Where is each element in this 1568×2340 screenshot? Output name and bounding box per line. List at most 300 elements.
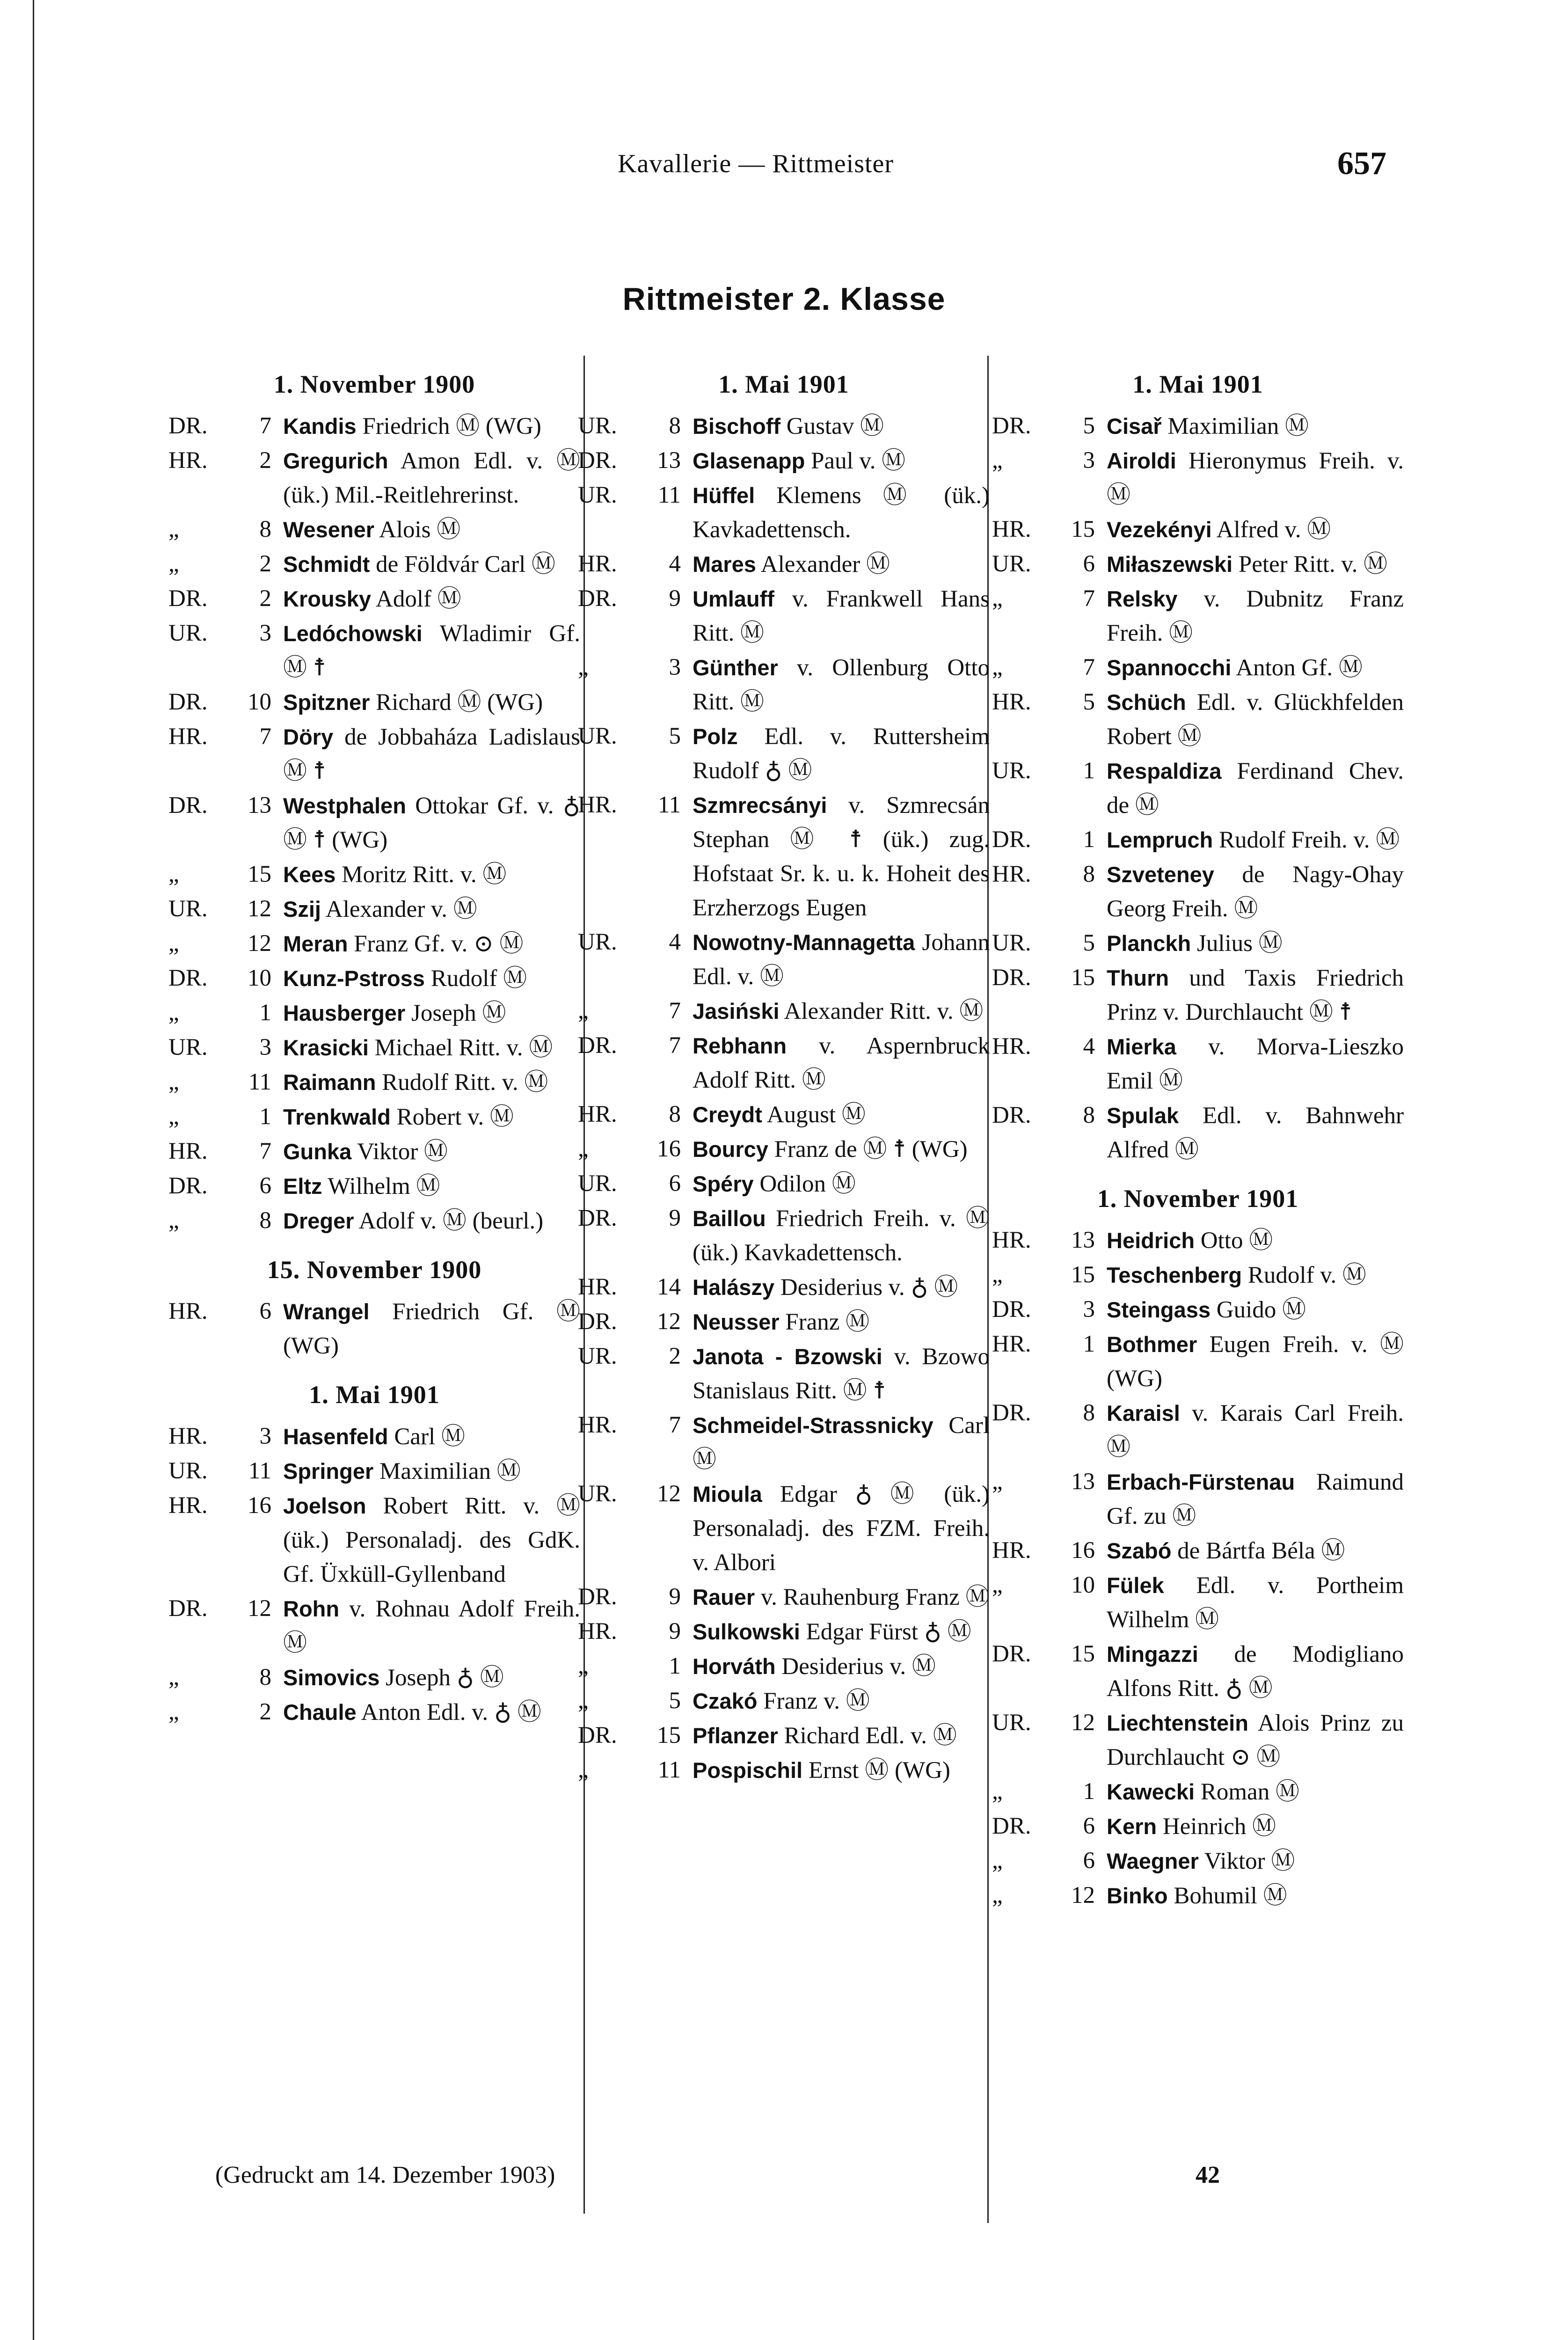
officer-details: v. Frankwell Hans Ritt. Ⓜ: [693, 586, 990, 646]
officer-details: Heinrich Ⓜ: [1157, 1814, 1276, 1840]
officer-surname: Janota - Bzowski: [693, 1344, 882, 1369]
officer-text: [693, 1477, 990, 1580]
officer-entry: [168, 1592, 580, 1660]
officer-entry: [578, 1649, 990, 1684]
regiment-type: DR.: [992, 1102, 1031, 1128]
regiment-type: UR.: [168, 620, 208, 646]
officer-entry: [578, 1201, 990, 1270]
officer-surname: Kunz-Pstross: [283, 966, 425, 991]
officer-surname: Szveteney: [1107, 862, 1214, 887]
regiment-type: DR.: [168, 1595, 208, 1622]
officer-entry: [578, 1339, 990, 1408]
officer-text: [1107, 409, 1404, 444]
regiment-type: HR.: [992, 1227, 1031, 1253]
officer-surname: Rohn: [283, 1596, 340, 1621]
officer-surname: Hasenfeld: [283, 1424, 388, 1449]
officer-entry: [992, 582, 1404, 651]
regiment-type: UR.: [992, 551, 1031, 577]
regiment-number: 5: [1083, 413, 1095, 439]
officer-text: [283, 1134, 580, 1169]
officer-surname: Schmidt: [283, 552, 370, 577]
regiment-number: 1: [259, 1000, 271, 1026]
officer-details: Adolf v. Ⓜ (beurl.): [354, 1208, 544, 1234]
regiment-type: „: [578, 1688, 589, 1714]
officer-surname: Planckh: [1107, 931, 1191, 956]
officer-entry: [992, 444, 1404, 512]
regiment-type: DR.: [992, 1641, 1031, 1667]
officer-details: de Nagy-Ohay Georg Freih. Ⓜ: [1107, 862, 1404, 922]
officer-text: [283, 927, 580, 961]
officer-surname: Rauer: [693, 1585, 755, 1609]
regiment-number: 7: [259, 1138, 271, 1164]
regiment-type: DR.: [578, 1309, 617, 1335]
column-2: [578, 360, 990, 1788]
officer-details: und Taxis Friedrich Prinz v. Durchlaucht Ⓜ ☨: [1107, 965, 1404, 1025]
regiment-number: 1: [1083, 758, 1095, 784]
regiment-number: 15: [1071, 1641, 1095, 1667]
regiment-type: HR.: [168, 1423, 208, 1449]
page-number: 657: [1337, 146, 1386, 182]
officer-entry: [992, 1775, 1404, 1809]
officer-details: Rudolf Ⓜ: [424, 965, 527, 992]
officer-details: Franz de Ⓜ ☨ (WG): [768, 1136, 968, 1163]
date-heading: 1. November 1901: [1097, 1185, 1299, 1213]
officer-surname: Glasenapp: [693, 448, 805, 473]
print-note: (Gedruckt am 14. Dezember 1903): [215, 2162, 555, 2188]
regiment-number: 3: [1083, 447, 1095, 474]
officer-details: v. Bzowo Stanislaus Ritt. Ⓜ ☨: [693, 1344, 990, 1404]
regiment-type: UR.: [168, 1458, 208, 1484]
regiment-number: 8: [669, 1101, 681, 1127]
officer-entry: [578, 1718, 990, 1753]
officer-text: [1107, 1098, 1404, 1167]
regiment-type: HR.: [168, 1138, 208, 1164]
regiment-type: HR.: [578, 551, 617, 577]
officer-details: Gustav Ⓜ: [780, 413, 884, 439]
officer-details: Edl. v. Glückhfelden Robert Ⓜ: [1107, 689, 1404, 750]
officer-entry: [578, 1615, 990, 1649]
regiment-number: 5: [669, 723, 681, 749]
regiment-number: 15: [1071, 1262, 1095, 1288]
regiment-type: UR.: [578, 482, 617, 508]
officer-surname: Schüch: [1107, 690, 1186, 715]
regiment-type: DR.: [168, 792, 208, 819]
regiment-type: „: [168, 1000, 179, 1026]
officer-surname: Westphalen: [283, 793, 406, 818]
regiment-number: 8: [259, 1664, 271, 1690]
officer-surname: Gregurich: [283, 448, 388, 473]
officer-entry: [168, 1695, 580, 1730]
regiment-number: 12: [657, 1481, 681, 1507]
officer-text: [1107, 444, 1404, 512]
officer-text: [693, 547, 990, 582]
regiment-number: 10: [1071, 1572, 1095, 1598]
officer-details: Ernst Ⓜ (WG): [802, 1757, 950, 1784]
officer-entry: [578, 788, 990, 925]
officer-text: [1107, 857, 1404, 926]
regiment-number: 5: [1083, 930, 1095, 956]
officer-text: [283, 892, 580, 927]
officer-text: [283, 1660, 580, 1695]
regiment-type: DR.: [168, 965, 208, 991]
officer-text: [693, 1029, 990, 1097]
officer-entry: [992, 1879, 1404, 1913]
officer-details: Rudolf Freih. v. Ⓜ: [1213, 827, 1400, 853]
regiment-number: 8: [1083, 861, 1095, 887]
officer-entry: [992, 1223, 1404, 1258]
officer-surname: Schmeidel-Strassnicky: [693, 1413, 934, 1438]
officer-surname: Heidrich: [1107, 1228, 1195, 1253]
officer-text: [283, 685, 580, 720]
officer-text: [283, 720, 580, 789]
regiment-type: HR.: [168, 1492, 208, 1519]
officer-details: Odilon Ⓜ: [753, 1171, 856, 1197]
regiment-number: 1: [1083, 1331, 1095, 1357]
officer-text: [1107, 1637, 1404, 1706]
officer-entry: [168, 444, 580, 512]
regiment-number: 2: [259, 585, 271, 612]
date-heading: 1. Mai 1901: [718, 370, 849, 398]
officer-surname: Krasicki: [283, 1035, 369, 1060]
regiment-type: HR.: [992, 1537, 1031, 1564]
section-title: Rittmeister 2. Klasse: [622, 281, 946, 317]
officer-entry: [168, 1294, 580, 1363]
officer-text: [1107, 1775, 1404, 1809]
officer-text: [1107, 1809, 1404, 1844]
officer-details: Raimund Gf. zu Ⓜ: [1107, 1469, 1404, 1529]
officer-surname: Cisař: [1107, 414, 1162, 439]
officer-text: [1107, 823, 1404, 857]
officer-text: [693, 925, 990, 994]
regiment-type: HR.: [168, 447, 208, 474]
officer-details: Roman Ⓜ: [1195, 1779, 1299, 1805]
regiment-type: „: [992, 1882, 1003, 1909]
regiment-number: 9: [669, 1584, 681, 1610]
officer-text: [283, 857, 580, 892]
officer-entry: [168, 1100, 580, 1134]
officer-surname: Eltz: [283, 1174, 322, 1199]
officer-entry: [168, 720, 580, 789]
regiment-type: „: [578, 1136, 589, 1162]
officer-entry: [992, 1844, 1404, 1879]
column-1: [168, 360, 580, 1730]
officer-details: Friedrich Gf. Ⓜ (WG): [283, 1299, 580, 1359]
regiment-type: DR.: [578, 1205, 617, 1231]
officer-entry: [992, 651, 1404, 685]
officer-details: v. Morva-Lieszko Emil Ⓜ: [1107, 1034, 1404, 1094]
officer-details: Edl. v. Portheim Wilhelm Ⓜ: [1107, 1572, 1404, 1633]
officer-details: v. Szmrecsán Stephan Ⓜ ☨ (ük.) zug. Hofstaat Sr. k. u. k. Hoheit des Erzherzogs Eugen: [693, 792, 990, 921]
officer-text: [283, 1695, 580, 1730]
regiment-number: 16: [1071, 1537, 1095, 1564]
regiment-type: UR.: [578, 929, 617, 955]
regiment-type: DR.: [992, 1400, 1031, 1426]
regiment-number: 6: [1083, 1813, 1095, 1839]
regiment-type: „: [168, 1069, 179, 1095]
regiment-type: „: [992, 1572, 1003, 1598]
officer-details: Carl Ⓜ: [388, 1424, 465, 1450]
officer-surname: Szabó: [1107, 1538, 1172, 1563]
officer-details: Anton Gf. Ⓜ: [1231, 655, 1363, 681]
officer-text: [283, 996, 580, 1031]
regiment-number: 11: [657, 792, 681, 818]
regiment-number: 6: [1083, 551, 1095, 577]
officer-surname: Szmrecsányi: [693, 793, 827, 818]
regiment-type: UR.: [578, 413, 617, 439]
regiment-number: 9: [669, 585, 681, 612]
officer-surname: Kawecki: [1107, 1779, 1195, 1804]
officer-details: Hieronymus Freih. v. Ⓜ: [1107, 448, 1404, 508]
officer-entry: [578, 719, 990, 788]
officer-text: [693, 1684, 990, 1718]
officer-entry: [992, 512, 1404, 547]
regiment-number: 3: [259, 1423, 271, 1449]
officer-surname: Kern: [1107, 1814, 1157, 1839]
officer-text: [1107, 685, 1404, 754]
officer-text: [693, 444, 990, 478]
officer-text: [1107, 1030, 1404, 1098]
officer-details: Johann Edl. v. Ⓜ: [693, 929, 990, 990]
officer-text: [283, 961, 580, 996]
officer-text: [283, 1169, 580, 1204]
officer-surname: Trenkwald: [283, 1104, 391, 1129]
officer-entry: [168, 1489, 580, 1592]
regiment-number: 2: [259, 1699, 271, 1725]
officer-text: [693, 994, 990, 1029]
officer-surname: Vezekényi: [1107, 517, 1212, 542]
officer-details: Carl Ⓜ: [693, 1412, 990, 1473]
officer-text: [693, 1305, 990, 1339]
officer-entry: [578, 1684, 990, 1718]
officer-text: [1107, 1396, 1404, 1465]
regiment-number: 1: [669, 1653, 681, 1679]
regiment-number: 3: [1083, 1296, 1095, 1323]
officer-text: [1107, 1258, 1404, 1293]
officer-surname: Horváth: [693, 1654, 776, 1679]
officer-surname: Bourcy: [693, 1137, 768, 1162]
officer-text: [283, 1100, 580, 1134]
regiment-type: „: [992, 1469, 1003, 1495]
officer-entry: [168, 547, 580, 582]
regiment-number: 7: [259, 413, 271, 439]
regiment-type: „: [992, 1262, 1003, 1288]
regiment-type: HR.: [992, 861, 1031, 887]
officer-entry: [992, 1637, 1404, 1706]
officer-entry: [578, 1167, 990, 1201]
regiment-type: „: [168, 551, 179, 577]
regiment-type: „: [168, 930, 179, 957]
officer-entry: [992, 1293, 1404, 1327]
regiment-type: DR.: [168, 689, 208, 715]
regiment-type: UR.: [168, 1034, 208, 1060]
officer-text: [1107, 547, 1404, 582]
officer-details: Eugen Freih. v. Ⓜ (WG): [1107, 1331, 1404, 1392]
officer-surname: Umlauff: [693, 586, 774, 611]
regiment-type: DR.: [168, 1173, 208, 1199]
officer-entry: [992, 857, 1404, 926]
regiment-number: 16: [657, 1136, 681, 1162]
regiment-number: 11: [248, 1458, 271, 1484]
officer-details: Julius Ⓜ: [1191, 930, 1283, 957]
officer-text: [1107, 582, 1404, 651]
officer-entry: [168, 1204, 580, 1238]
officer-details: Franz v. Ⓜ: [757, 1688, 870, 1714]
officer-entry: [578, 1305, 990, 1339]
officer-surname: Karaisl: [1107, 1401, 1180, 1426]
officer-text: [283, 1065, 580, 1100]
officer-surname: Wesener: [283, 517, 375, 542]
officer-details: Maximilian Ⓜ: [1161, 413, 1309, 439]
officer-entry: [578, 582, 990, 651]
regiment-type: DR.: [992, 1296, 1031, 1323]
officer-surname: Hausberger: [283, 1001, 406, 1025]
officer-text: [1107, 926, 1404, 961]
officer-surname: Spulak: [1107, 1103, 1179, 1128]
officer-text: [693, 1753, 990, 1788]
officer-entry: [578, 444, 990, 478]
officer-details: Ferdinand Chev. de Ⓜ: [1107, 758, 1404, 819]
regiment-type: „: [992, 654, 1003, 680]
regiment-type: „: [168, 861, 179, 887]
officer-details: August Ⓜ: [762, 1102, 866, 1128]
officer-entry: [168, 789, 580, 857]
officer-entry: [578, 994, 990, 1029]
officer-text: [1107, 1568, 1404, 1637]
officer-surname: Meran: [283, 931, 348, 956]
officer-surname: Mioula: [693, 1482, 762, 1506]
date-heading: 1. November 1900: [273, 370, 475, 398]
officer-entry: [168, 996, 580, 1031]
date-heading: 1. Mai 1901: [309, 1381, 440, 1409]
regiment-type: DR.: [578, 1584, 617, 1610]
officer-text: [1107, 961, 1404, 1030]
officer-entry: [992, 1098, 1404, 1167]
regiment-type: UR.: [578, 1343, 617, 1369]
officer-entry: [578, 1132, 990, 1167]
regiment-type: „: [992, 1848, 1003, 1874]
officer-entry: [578, 1753, 990, 1788]
officer-entry: [168, 1454, 580, 1489]
regiment-type: DR.: [578, 1722, 617, 1748]
regiment-type: DR.: [168, 585, 208, 612]
officer-details: Wladimir Gf. Ⓜ ☨: [283, 621, 580, 681]
officer-entry: [168, 582, 580, 616]
officer-entry: [992, 1030, 1404, 1098]
officer-surname: Raimann: [283, 1070, 376, 1095]
officer-entry: [992, 1706, 1404, 1775]
officer-surname: Wrangel: [283, 1299, 370, 1324]
officer-text: [693, 788, 990, 925]
regiment-number: 3: [259, 620, 271, 646]
officer-details: Edgar Fürst ♁ Ⓜ: [800, 1619, 971, 1645]
regiment-number: 1: [1083, 1778, 1095, 1805]
officer-details: Adolf Ⓜ: [371, 586, 461, 612]
officer-entry: [578, 1097, 990, 1132]
regiment-number: 8: [259, 1207, 271, 1234]
officer-text: [693, 409, 990, 444]
officer-details: Alfred v. Ⓜ: [1211, 517, 1331, 543]
regiment-number: 5: [1083, 689, 1095, 715]
officer-surname: Liechtenstein: [1107, 1711, 1248, 1735]
officer-text: [693, 1097, 990, 1132]
officer-text: [1107, 1293, 1404, 1327]
officer-surname: Chaule: [283, 1700, 357, 1725]
regiment-type: „: [578, 1653, 589, 1679]
officer-entry: [578, 547, 990, 582]
officer-entry: [168, 409, 580, 444]
officer-text: [693, 582, 990, 651]
regiment-type: „: [578, 1757, 589, 1783]
officer-entry: [992, 1327, 1404, 1396]
officer-surname: Miłaszewski: [1107, 552, 1233, 577]
officer-details: v. Rauhenburg Franz Ⓜ: [755, 1584, 990, 1610]
regiment-number: 12: [248, 896, 271, 922]
officer-entry: [578, 1580, 990, 1615]
officer-details: Anton Edl. v. ♁ Ⓜ: [356, 1699, 541, 1726]
regiment-type: UR.: [578, 1481, 617, 1507]
regiment-number: 2: [259, 551, 271, 577]
officer-entry: [168, 857, 580, 892]
date-heading: 15. November 1900: [267, 1256, 482, 1284]
officer-surname: Lempruch: [1107, 827, 1213, 852]
officer-text: [283, 616, 580, 685]
regiment-number: 1: [259, 1104, 271, 1130]
officer-text: [283, 547, 580, 582]
regiment-type: „: [992, 447, 1003, 474]
officer-details: Klemens Ⓜ (ük.) Kavkadettensch.: [693, 483, 990, 543]
officer-surname: Polz: [693, 724, 738, 749]
officer-surname: Creydt: [693, 1102, 762, 1127]
officer-details: v. Aspernbruck Adolf Ritt. Ⓜ: [693, 1033, 990, 1093]
officer-surname: Airoldi: [1107, 448, 1176, 473]
officer-details: v. Dubnitz Franz Freih. Ⓜ: [1107, 586, 1404, 646]
regiment-number: 15: [1071, 516, 1095, 542]
regiment-number: 4: [669, 929, 681, 955]
regiment-type: „: [992, 585, 1003, 612]
regiment-number: 7: [1083, 585, 1095, 612]
officer-surname: Bothmer: [1107, 1332, 1197, 1357]
regiment-type: UR.: [992, 930, 1031, 956]
officer-details: Joseph Ⓜ: [405, 1000, 506, 1026]
officer-entry: [992, 1258, 1404, 1293]
officer-entry: [168, 616, 580, 685]
officer-entry: [578, 1408, 990, 1477]
officer-entry: [578, 925, 990, 994]
officer-text: [283, 789, 580, 857]
regiment-type: UR.: [578, 723, 617, 749]
officer-text: [283, 1454, 580, 1489]
regiment-number: 8: [1083, 1400, 1095, 1426]
officer-text: [693, 1580, 990, 1615]
regiment-number: 12: [248, 930, 271, 957]
officer-details: Robert Ritt. v. Ⓜ (ük.) Personaladj. des GdK. Gf. Üxküll-Gyllenband: [283, 1493, 580, 1587]
officer-details: Viktor Ⓜ: [351, 1139, 448, 1165]
regiment-number: 6: [669, 1170, 681, 1197]
officer-entry: [578, 478, 990, 547]
officer-surname: Dreger: [283, 1208, 354, 1233]
officer-surname: Döry: [283, 724, 334, 749]
officer-surname: Steingass: [1107, 1297, 1211, 1322]
officer-text: [693, 1167, 990, 1201]
regiment-number: 1: [1083, 826, 1095, 853]
officer-details: Moritz Ritt. v. Ⓜ: [335, 862, 507, 888]
officer-text: [283, 1204, 580, 1238]
officer-details: Desiderius v. ♁ Ⓜ: [774, 1274, 958, 1301]
officer-text: [693, 1718, 990, 1753]
officer-surname: Mierka: [1107, 1034, 1176, 1059]
regiment-number: 6: [1083, 1848, 1095, 1874]
regiment-type: HR.: [992, 516, 1031, 542]
